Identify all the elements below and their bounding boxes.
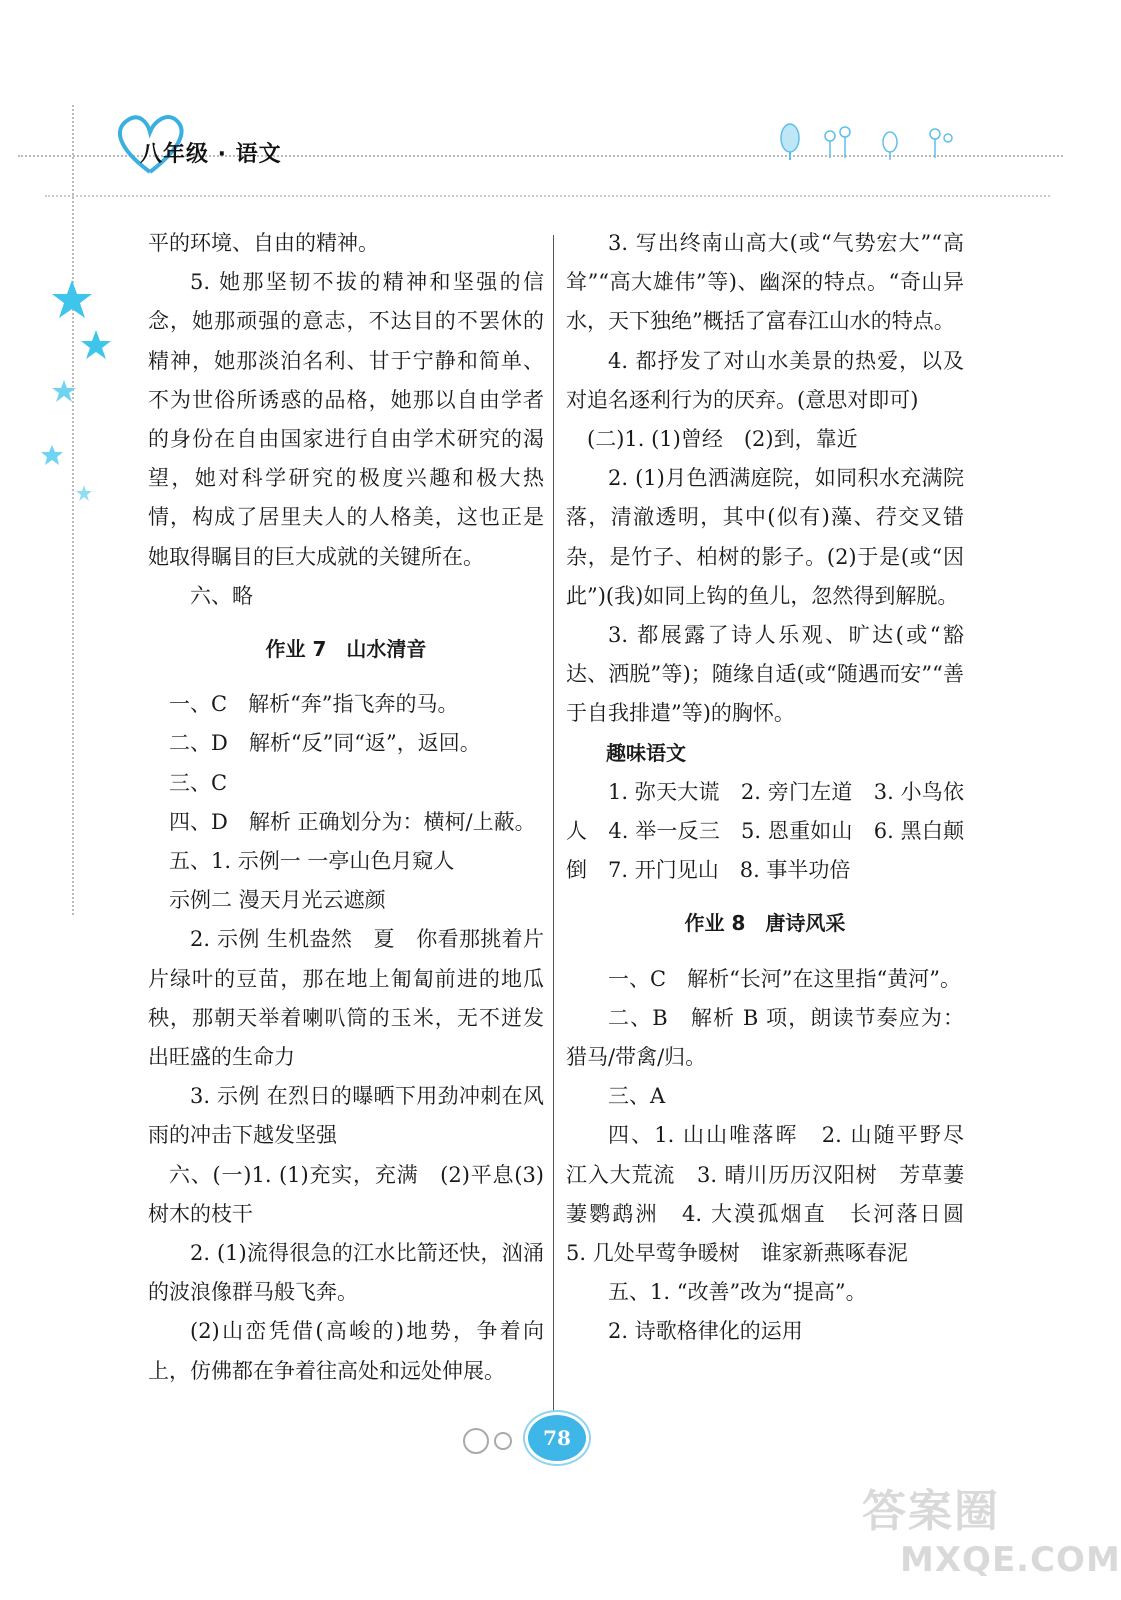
answer-paragraph: (二)1. (1)曾经 (2)到，靠近	[587, 427, 858, 452]
answer-paragraph: 1. 弥天大谎 2. 旁门左道 3. 小鸟依人 4. 举一反三 5. 恩重如山 6. 黑白颠倒 7. 开门见山 8. 事半功倍	[566, 779, 964, 883]
answer-paragraph: 五、1. “改善”改为“提高”。	[608, 1280, 867, 1305]
answer-paragraph: 2. (1)月色洒满庭院，如同积水充满院落，清澈透明，其中(似有)藻、荇交叉错杂，是竹子、柏树的影子。(2)于是(或“因此”)(我)如同上钩的鱼儿，忽然得到解脱。	[566, 466, 964, 608]
answer-paragraph: 一、C 解析“奔”指飞奔的马。	[169, 692, 459, 717]
answer-paragraph: 4. 都抒发了对山水美景的热爱，以及对追名逐利行为的厌弃。(意思对即可)	[566, 348, 964, 412]
page-circle-decoration	[494, 1432, 512, 1450]
answer-paragraph: 四、1. 山山唯落晖 2. 山随平野尽 江入大荒流 3. 晴川历历汉阳树 芳草萋萋鹦鹉洲 4. 大漠孤烟直 长河落日圆 5. 几处早莺争暖树 谁家新燕啄春泥	[566, 1123, 985, 1266]
answer-paragraph: 2. 诗歌格律化的运用	[608, 1319, 803, 1344]
star-decoration-icon	[50, 280, 110, 510]
section-title: 作业 8 唐诗风采	[684, 911, 846, 936]
flower-decoration-icon	[770, 120, 970, 160]
answer-paragraph: 一、C 解析“长河”在这里指“黄河”。	[608, 966, 962, 991]
answer-paragraph: (2)山峦凭借(高峻的)地势，争着向上，仿佛都在争着往高处和远处伸展。	[148, 1319, 544, 1383]
margin-dotted-line	[72, 105, 74, 915]
answer-paragraph: 二、B 解析 B 项，朗读节奏应为：猎马/带禽/归。	[566, 1005, 964, 1070]
page-number: 78	[528, 1415, 586, 1461]
answer-paragraph: 2. 示例 生机盎然 夏 你看那挑着片片绿叶的豆苗，那在地上匍匐前进的地瓜秧，那朝天举着喇叭筒的玉米，无不迸发出旺盛的生命力	[148, 927, 544, 1070]
answer-paragraph: 六、(一)1. (1)充实，充满 (2)平息(3)树木的枝干	[148, 1162, 544, 1226]
answer-paragraph: 3. 写出终南山高大(或“气势宏大”“高耸”“高大雄伟”等)、幽深的特点。“奇山异水，天下独绝”概括了富春江山水的特点。	[566, 231, 964, 334]
answer-paragraph: 示例二 漫天月光云遮颜	[169, 888, 386, 913]
header-title: 八年级 · 语文	[140, 142, 282, 167]
answer-paragraph: 平的环境、自由的精神。	[148, 231, 379, 255]
answer-paragraph: 3. 示例 在烈日的曝晒下用劲冲刺在风雨的冲击下越发坚强	[148, 1084, 544, 1148]
watermark-logo: 答案圈	[862, 1486, 1000, 1537]
answer-paragraph: 5. 她那坚韧不拔的精神和坚强的信念，她那顽强的意志，不达目的不罢休的精神，她那淡泊名利、甘于宁静和简单、不为世俗所诱惑的品格，她那以自由学者的身份在自由国家进行自由学术研究的渴望，她对科学研究的极度兴趣和极大热情，构成了居里夫人的人格美，这也正是她取得瞩目的巨大成就的关键所在。	[148, 270, 544, 569]
section-title: 作业 7 山水清音	[265, 637, 427, 662]
watermark-url: MXQE.COM	[900, 1540, 1121, 1580]
answer-paragraph: 六、略	[190, 583, 253, 608]
column-divider	[553, 235, 554, 1415]
answer-paragraph: 三、C	[169, 770, 228, 795]
right-column	[566, 224, 985, 1352]
left-column	[148, 224, 544, 1391]
answer-paragraph: 二、D 解析“反”同“返”，返回。	[169, 731, 481, 756]
answer-paragraph: 三、A	[608, 1084, 666, 1109]
header-dotted-line-lower	[45, 195, 1050, 197]
answer-paragraph: 四、D 解析 正确划分为：横柯/上蔽。	[169, 809, 536, 834]
answer-paragraph: 2. (1)流得很急的江水比箭还快，汹涌的波浪像群马般飞奔。	[148, 1241, 544, 1305]
answer-paragraph: 3. 都展露了诗人乐观、旷达(或“豁达、洒脱”等)；随缘自适(或“随遇而安”“善于自我排遣”等)的胸怀。	[566, 623, 964, 726]
section-subheading: 趣味语文	[606, 740, 686, 765]
page-circle-decoration	[463, 1428, 489, 1454]
answer-paragraph: 五、1. 示例一 一亭山色月窥人	[169, 849, 455, 874]
